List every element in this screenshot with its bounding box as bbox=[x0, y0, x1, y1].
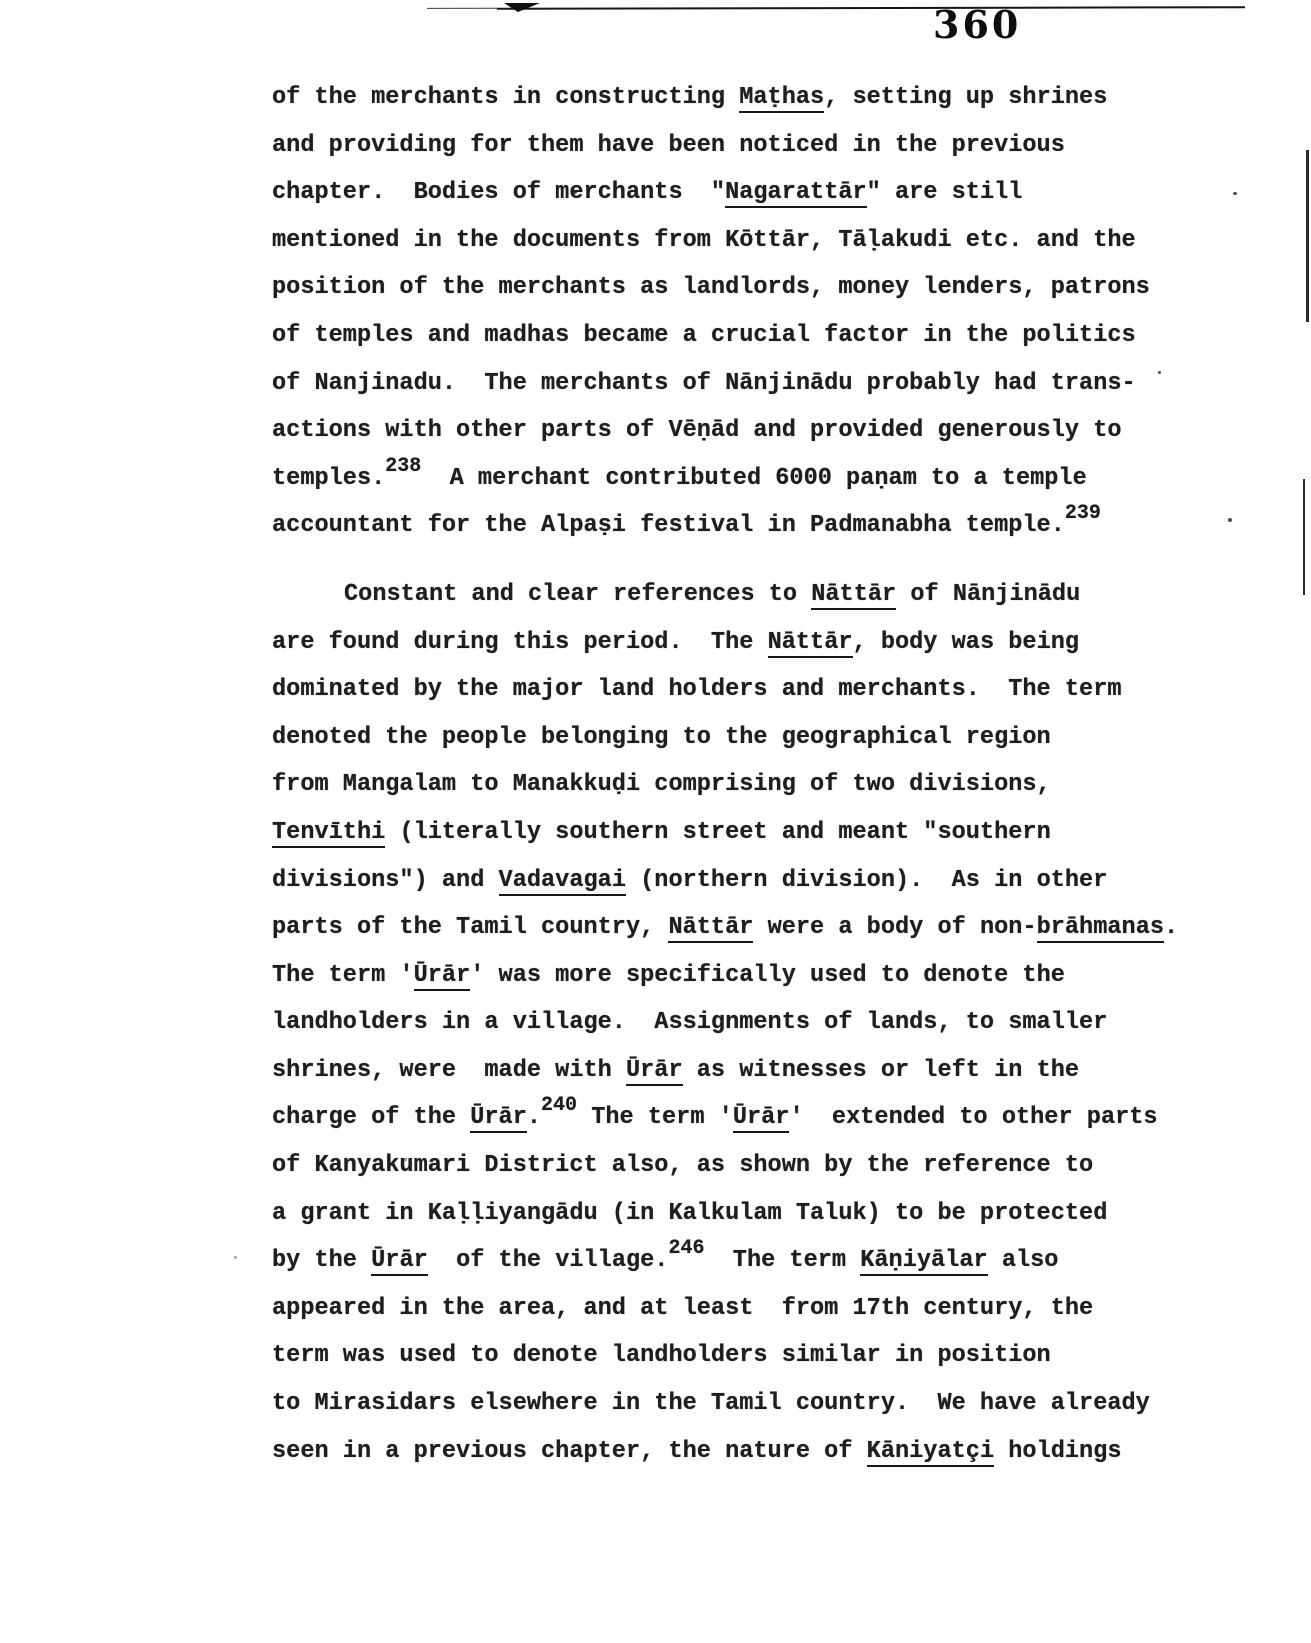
text-line bbox=[272, 1094, 1232, 1142]
text-line bbox=[272, 1285, 1232, 1333]
text-segment: (literally southern street and meant "southern bbox=[385, 818, 1051, 846]
text-line bbox=[272, 666, 1232, 714]
text-segment: of Kanyakumari District also, as shown by the reference to bbox=[272, 1152, 1094, 1180]
text-line bbox=[272, 571, 1232, 619]
text-segment: parts of the Tamil country, bbox=[272, 914, 669, 942]
text-segment: dominated by the major land holders and merchants. The term bbox=[272, 676, 1122, 704]
text-segment: as witnesses or left in the bbox=[682, 1056, 1080, 1084]
text-segment: shrines, were made with bbox=[272, 1056, 626, 1084]
text-line bbox=[272, 1047, 1232, 1095]
text-line bbox=[272, 761, 1232, 809]
underlined-term: Kāṇiyālar bbox=[860, 1247, 988, 1275]
text-segment: of temples and madhas became a crucial factor in the politics bbox=[272, 321, 1136, 349]
text-line bbox=[272, 714, 1232, 762]
text-segment: accountant for the Alpaṣi festival in Padmanabha temple. bbox=[272, 512, 1065, 540]
text-segment: , setting up shrines bbox=[824, 84, 1108, 111]
text-segment: seen in a previous chapter, the nature of bbox=[272, 1437, 867, 1465]
text-segment: of the merchants in constructing bbox=[272, 84, 740, 111]
text-segment: from Mangalam to Manakkuḍi comprising of two divisions, bbox=[272, 771, 1051, 799]
text-line bbox=[272, 1237, 1232, 1285]
text-segment: . bbox=[1164, 914, 1179, 942]
text-line bbox=[272, 455, 1232, 503]
underlined-term: Ūrār bbox=[413, 961, 471, 989]
scan-artifact-right-margin-line bbox=[1303, 479, 1305, 595]
text-line bbox=[272, 217, 1232, 265]
text-segment: were a body of non- bbox=[753, 914, 1037, 942]
underlined-term: Nāttār bbox=[668, 914, 754, 942]
text-segment: are found during this period. The bbox=[272, 628, 768, 656]
underlined-term: brāhmanas bbox=[1036, 914, 1165, 942]
text-line bbox=[272, 1380, 1232, 1428]
underlined-term: Vadavagai bbox=[498, 866, 626, 894]
underlined-term: Tenvīthi bbox=[272, 818, 386, 846]
underlined-term: Ūrār bbox=[470, 1104, 527, 1132]
text-segment: ' extended to other parts bbox=[789, 1104, 1158, 1132]
footnote-reference: 238 bbox=[385, 454, 422, 478]
text-segment: by the bbox=[272, 1247, 372, 1275]
text-line bbox=[272, 619, 1232, 667]
underlined-term: Ūrār bbox=[371, 1247, 428, 1275]
text-segment: . bbox=[526, 1104, 542, 1132]
text-segment: chapter. Bodies of merchants " bbox=[272, 179, 726, 207]
text-segment: ' was more specifically used to denote the bbox=[470, 961, 1065, 989]
underlined-term: Nagarattār bbox=[725, 179, 867, 207]
text-segment: temples. bbox=[272, 464, 386, 492]
text-segment: term was used to denote landholders similar in position bbox=[272, 1342, 1051, 1370]
underlined-term: Ūrār bbox=[732, 1104, 790, 1132]
text-segment: to Mirasidars elsewhere in the Tamil country. We have already bbox=[272, 1390, 1150, 1418]
text-segment: a grant in Kaḷḷiyangādu (in Kalkulam Taluk) to be protected bbox=[272, 1199, 1108, 1227]
footnote-reference: 239 bbox=[1064, 502, 1101, 526]
underlined-term: Nāttār bbox=[811, 580, 897, 608]
text-line bbox=[272, 502, 1232, 550]
text-segment: holdings bbox=[994, 1437, 1122, 1465]
text-segment: The term bbox=[704, 1247, 861, 1275]
text-segment: position of the merchants as landlords, money lenders, patrons bbox=[272, 274, 1150, 302]
text-line bbox=[272, 169, 1232, 217]
underlined-term: Kāniyatçi bbox=[866, 1437, 995, 1465]
text-segment: mentioned in the documents from Kōttār, Tāḷakudi etc. and the bbox=[272, 226, 1136, 254]
text-line bbox=[272, 1142, 1232, 1190]
paragraph bbox=[272, 74, 1232, 550]
text-segment: divisions") and bbox=[272, 866, 499, 894]
page-number: 360 bbox=[933, 2, 1022, 47]
text-line bbox=[272, 264, 1232, 312]
footnote-reference: 240 bbox=[541, 1094, 578, 1118]
text-segment: (northern division). As in other bbox=[625, 866, 1108, 894]
text-segment: and providing for them have been noticed in the previous bbox=[272, 131, 1065, 159]
footnote-reference: 246 bbox=[668, 1237, 705, 1261]
text-segment: The term ' bbox=[272, 961, 414, 989]
text-segment: charge of the bbox=[272, 1104, 471, 1132]
text-segment: actions with other parts of Vēṇād and provided generously to bbox=[272, 417, 1122, 445]
text-line bbox=[272, 74, 1232, 122]
scan-artifact-right-margin-line bbox=[1306, 150, 1309, 322]
scan-speck bbox=[1233, 192, 1237, 195]
text-line bbox=[272, 952, 1232, 1000]
text-line bbox=[272, 1190, 1232, 1238]
text-line bbox=[272, 1332, 1232, 1380]
page-body bbox=[272, 74, 1232, 1475]
text-line bbox=[272, 904, 1232, 952]
text-line bbox=[272, 122, 1232, 170]
text-segment: of Nānjinādu bbox=[896, 580, 1081, 608]
text-line bbox=[272, 407, 1232, 455]
text-segment: also bbox=[987, 1247, 1059, 1275]
text-line bbox=[272, 999, 1232, 1047]
text-segment: " are still bbox=[866, 179, 1023, 207]
text-segment: appeared in the area, and at least from 17th century, the bbox=[272, 1294, 1094, 1322]
underlined-term: Maṭhas bbox=[739, 84, 825, 111]
text-line bbox=[272, 1428, 1232, 1476]
underlined-term: Ūrār bbox=[625, 1056, 683, 1084]
text-line bbox=[272, 360, 1232, 408]
scan-artifact-arrow-mark bbox=[504, 3, 540, 12]
underlined-term: Nāttār bbox=[767, 628, 853, 656]
text-segment: denoted the people belonging to the geographical region bbox=[272, 723, 1051, 751]
scan-speck bbox=[234, 1256, 237, 1259]
text-line bbox=[272, 809, 1232, 857]
text-line bbox=[272, 857, 1232, 905]
text-segment: The term ' bbox=[577, 1104, 733, 1132]
text-segment: landholders in a village. Assignments of lands, to smaller bbox=[272, 1009, 1108, 1037]
text-segment: , body was being bbox=[852, 628, 1080, 656]
text-segment: A merchant contributed 6000 paṇam to a temple bbox=[421, 464, 1087, 492]
text-segment: of Nanjinadu. The merchants of Nānjinādu probably had trans- bbox=[272, 369, 1136, 397]
text-segment: of the village. bbox=[427, 1247, 669, 1275]
scan-artifact-top-line bbox=[497, 6, 1245, 10]
text-line bbox=[272, 312, 1232, 360]
paragraph bbox=[272, 571, 1232, 1475]
text-segment: Constant and clear references to bbox=[344, 580, 812, 608]
